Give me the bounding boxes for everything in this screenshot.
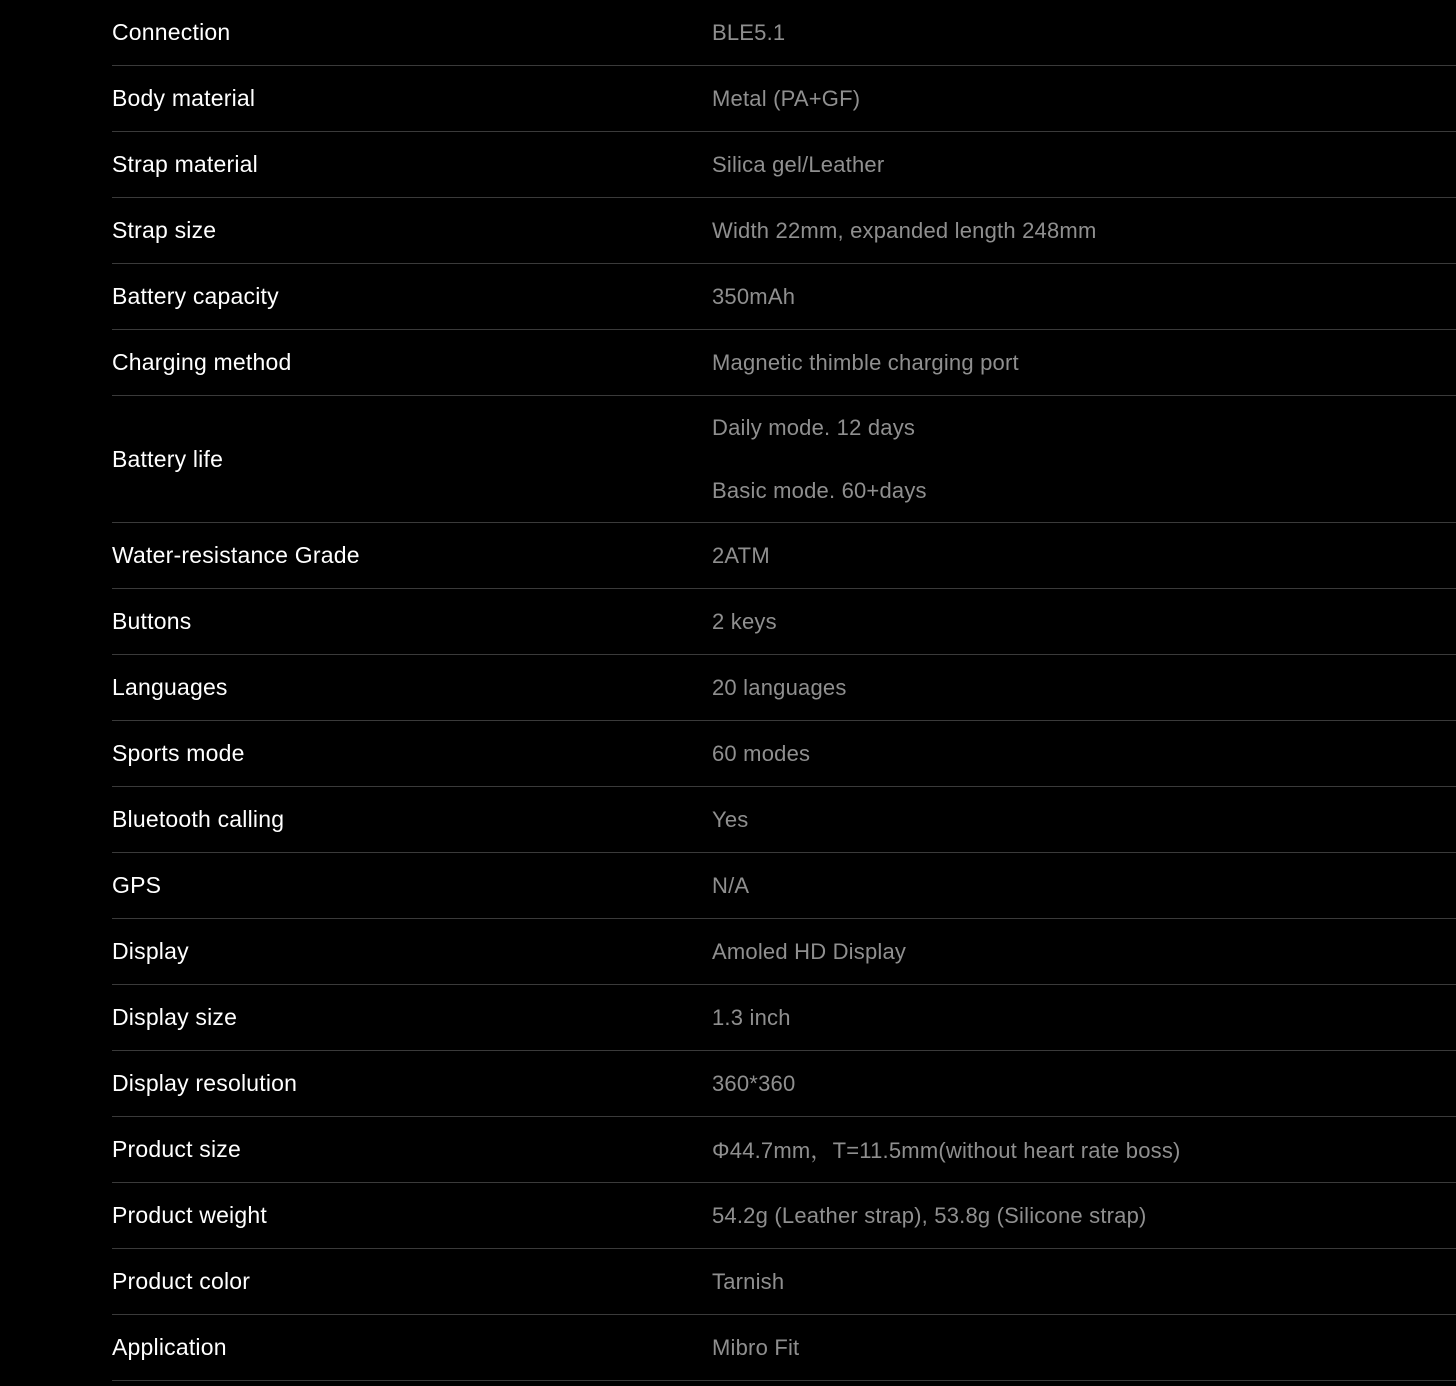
spec-label: Languages [112,674,228,700]
spec-value: Tarnish [712,1268,785,1294]
spec-value: Silica gel/Leather [712,151,885,177]
spec-value: Φ44.7mm，T=11.5mm(without heart rate boss) [712,1138,1181,1163]
spec-row-product-color [112,1249,1456,1315]
spec-label: Display size [112,1004,238,1030]
spec-label: Battery life [112,445,224,472]
spec-value: 1.3 inch [712,1004,791,1030]
spec-row-strap-size [112,198,1456,264]
spec-value: 350mAh [712,283,796,309]
spec-row-application [112,1315,1456,1381]
spec-row-product-size [112,1117,1456,1183]
spec-row-buttons [112,589,1456,655]
spec-value: 360*360 [712,1070,796,1096]
spec-value: 60 modes [712,740,811,766]
spec-value: Yes [712,806,749,832]
spec-value: Width 22mm, expanded length 248mm [712,217,1097,243]
spec-label: Buttons [112,608,192,634]
spec-row-strap-material [112,132,1456,198]
spec-label: Connection [112,19,231,45]
spec-value-line: Basic mode. 60+days [712,477,927,503]
spec-label: Application [112,1334,227,1360]
spec-row-body-material [112,66,1456,132]
spec-value-line: Daily mode. 12 days [712,414,916,440]
spec-label: Strap material [112,151,258,177]
spec-row-display [112,919,1456,985]
spec-value: 2ATM [712,542,770,568]
spec-value: Amoled HD Display [712,938,907,964]
spec-label: Charging method [112,349,292,375]
spec-label: Display [112,938,189,964]
spec-row-charging-method [112,330,1456,396]
spec-row-gps [112,853,1456,919]
spec-table [112,0,1456,1381]
spec-row-bluetooth-calling [112,787,1456,853]
spec-label: Strap size [112,217,217,243]
spec-value: N/A [712,872,750,898]
spec-label: GPS [112,872,162,898]
spec-value: 20 languages [712,674,847,700]
spec-label: Product color [112,1268,251,1294]
spec-value: BLE5.1 [712,19,786,45]
spec-value: Magnetic thimble charging port [712,349,1019,375]
spec-row-languages [112,655,1456,721]
spec-row-display-resolution [112,1051,1456,1117]
spec-value: Mibro Fit [712,1334,800,1360]
spec-label: Battery capacity [112,283,279,309]
spec-label: Display resolution [112,1070,298,1096]
spec-row-water-resistance [112,523,1456,589]
spec-label: Product weight [112,1202,267,1228]
spec-row-battery-life [112,396,1456,523]
spec-label: Bluetooth calling [112,806,285,832]
spec-value: 2 keys [712,608,777,634]
spec-value [712,412,1456,507]
spec-value: Metal (PA+GF) [712,85,861,111]
spec-label: Body material [112,85,256,111]
spec-row-product-weight [112,1183,1456,1249]
spec-row-battery-capacity [112,264,1456,330]
spec-label: Product size [112,1136,241,1162]
spec-row-sports-mode [112,721,1456,787]
spec-row-display-size [112,985,1456,1051]
spec-row-connection [112,0,1456,66]
spec-label: Sports mode [112,740,245,766]
spec-label: Water-resistance Grade [112,542,360,568]
spec-value: 54.2g (Leather strap), 53.8g (Silicone strap) [712,1202,1147,1228]
